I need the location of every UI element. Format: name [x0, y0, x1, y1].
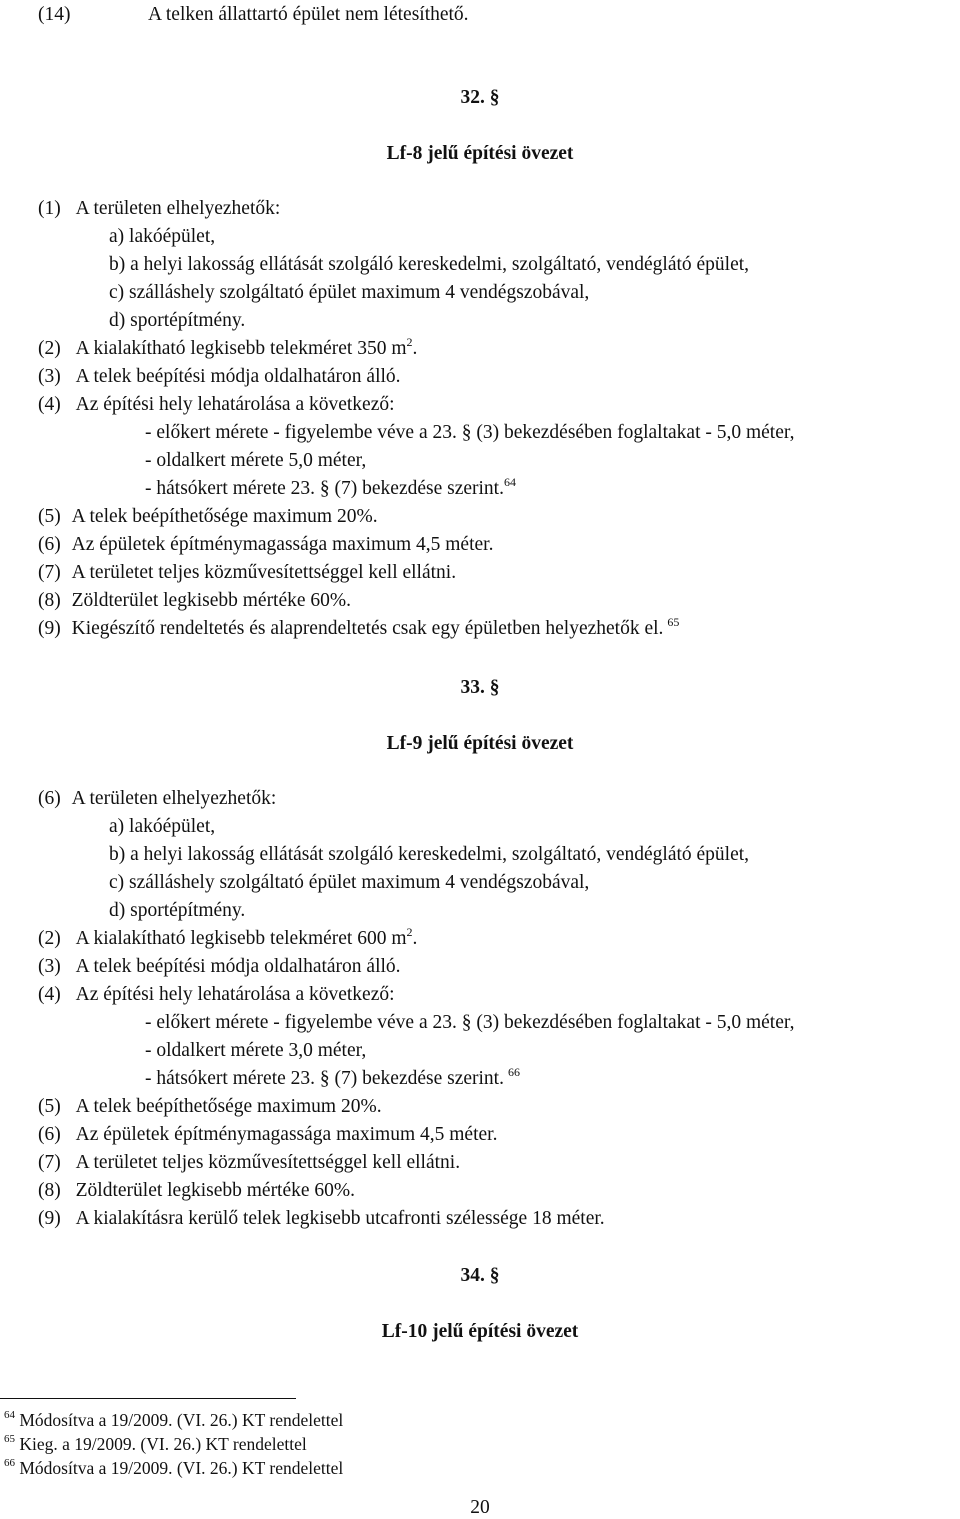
superscript: 2: [406, 334, 413, 349]
s32-paragraph-8: [38, 590, 351, 612]
paragraph-text: Zöldterület legkisebb mértéke 60%.: [75, 1180, 356, 1201]
s32-list-item-c: c) szálláshely szolgáltató épület maximum 4 vendégszobával,: [109, 282, 590, 303]
dash-item-text: - hátsókert mérete 23. § (7) bekezdése szerint.: [145, 1068, 504, 1089]
section-33-number: 33. §: [460, 677, 500, 698]
s32-paragraph-9: [38, 614, 680, 640]
paragraph-number: (5): [38, 1096, 61, 1117]
s33-list-item-b: b) a helyi lakosság ellátását szolgáló kereskedelmi, szolgáltató, vendéglátó épület,: [109, 844, 750, 865]
s32-dash-item-1: - előkert mérete - figyelembe véve a 23. § (3) bekezdésében foglaltakat - 5,0 méter,: [145, 422, 795, 443]
paragraph-text: Zöldterület legkisebb mértéke 60%.: [71, 590, 352, 611]
s33-paragraph-7: [38, 1152, 460, 1174]
footnote-number: 64: [4, 1409, 15, 1422]
paragraph-text: A kialakításra kerülő telek legkisebb utcafronti szélessége 18 méter.: [75, 1208, 605, 1229]
paragraph-text: A területet teljes közművesítettséggel kell ellátni.: [75, 1152, 461, 1173]
s33-paragraph-2: [38, 924, 418, 950]
s33-list-item-d: d) sportépítmény.: [109, 900, 246, 921]
s32-paragraph-3: [38, 366, 401, 388]
paragraph-text: Az építési hely lehatárolása a következő:: [75, 394, 395, 415]
paragraph-number: (8): [38, 1180, 61, 1201]
footnote-number: 65: [4, 1433, 15, 1446]
section-34-title: Lf-10 jelű építési övezet: [381, 1321, 579, 1342]
paragraph-end: .: [412, 338, 418, 359]
s33-paragraph-4: [38, 984, 395, 1006]
paragraph-end: .: [412, 928, 418, 949]
s33-paragraph-3: [38, 956, 401, 978]
dash-item-text: - hátsókert mérete 23. § (7) bekezdése szerint.: [145, 478, 504, 499]
paragraph-number: (6): [38, 788, 61, 809]
s32-dash-item-3: [145, 474, 516, 500]
s32-paragraph-4: [38, 394, 395, 416]
footnote-text: Módosítva a 19/2009. (VI. 26.) KT rendelettel: [19, 1410, 344, 1430]
s33-dash-item-1: - előkert mérete - figyelembe véve a 23. § (3) bekezdésében foglaltakat - 5,0 méter,: [145, 1012, 795, 1033]
paragraph-text: A területet teljes közművesítettséggel kell ellátni.: [71, 562, 457, 583]
paragraph-text: A kialakítható legkisebb telekméret 350 m: [75, 338, 407, 359]
s32-list-item-b: b) a helyi lakosság ellátását szolgáló kereskedelmi, szolgáltató, vendéglátó épület,: [109, 254, 750, 275]
s32-dash-item-2: - oldalkert mérete 5,0 méter,: [145, 450, 367, 471]
footnote-65: [4, 1433, 307, 1455]
paragraph-number: (7): [38, 1152, 61, 1173]
footnote-ref-64[interactable]: 64: [503, 474, 516, 489]
paragraph-number: (1): [38, 198, 61, 219]
paragraph-number: (3): [38, 366, 61, 387]
s33-paragraph-6: [38, 1124, 497, 1146]
s32-paragraph-7: [38, 562, 456, 584]
page-number: 20: [470, 1497, 490, 1518]
paragraph-text: A telek beépíthetősége maximum 20%.: [71, 506, 378, 527]
section-32-number: 32. §: [460, 87, 500, 108]
paragraph-text: A területen elhelyezhetők:: [75, 198, 281, 219]
paragraph-text: Az épületek építménymagassága maximum 4,5 méter.: [75, 1124, 498, 1145]
paragraph-number: (9): [38, 1208, 61, 1229]
paragraph-number: (3): [38, 956, 61, 977]
paragraph-text: A telek beépítési módja oldalhatáron álló.: [75, 956, 401, 977]
paragraph-number: (7): [38, 562, 61, 583]
s33-paragraph-9: [38, 1208, 605, 1230]
footnote-text: Módosítva a 19/2009. (VI. 26.) KT rendelettel: [19, 1458, 344, 1478]
paragraph-number: (6): [38, 1124, 61, 1145]
footnote-66: [4, 1457, 343, 1479]
paragraph-text: A telek beépíthetősége maximum 20%.: [75, 1096, 382, 1117]
section-34-number: 34. §: [460, 1265, 500, 1286]
paragraph-number: (5): [38, 506, 61, 527]
paragraph-number: (8): [38, 590, 61, 611]
footnote-number: 66: [4, 1457, 15, 1470]
section-33-title: Lf-9 jelű építési övezet: [386, 733, 574, 754]
footnote-text: Kieg. a 19/2009. (VI. 26.) KT rendelettel: [19, 1434, 307, 1454]
s33-dash-item-2: - oldalkert mérete 3,0 méter,: [145, 1040, 367, 1061]
s33-paragraph-1: [38, 788, 276, 810]
s32-paragraph-1: [38, 198, 280, 220]
s33-paragraph-8: [38, 1180, 355, 1202]
footnote-divider: [0, 1398, 296, 1399]
s32-paragraph-2: [38, 334, 418, 360]
paragraph-number: (2): [38, 338, 61, 359]
paragraph-number: (4): [38, 394, 61, 415]
paragraph-text: A telek beépítési módja oldalhatáron álló.: [75, 366, 401, 387]
footnote-ref-66[interactable]: 66: [507, 1064, 520, 1079]
paragraph-text: Kiegészítő rendeltetés és alaprendeltetés csak egy épületben helyezhetők el.: [71, 618, 664, 639]
paragraph-number: (4): [38, 984, 61, 1005]
s33-paragraph-5: [38, 1096, 382, 1118]
paragraph-number: (14): [38, 4, 71, 25]
s33-dash-item-3: [145, 1064, 520, 1090]
paragraph-text: A kialakítható legkisebb telekméret 600 m: [75, 928, 407, 949]
s32-paragraph-6: [38, 534, 493, 556]
s32-list-item-d: d) sportépítmény.: [109, 310, 246, 331]
paragraph-14: [38, 4, 469, 26]
paragraph-text: A területen elhelyezhetők:: [71, 788, 277, 809]
superscript: 2: [406, 924, 413, 939]
paragraph-text: Az építési hely lehatárolása a következő:: [75, 984, 395, 1005]
paragraph-number: (6): [38, 534, 61, 555]
s32-list-item-a: a) lakóépület,: [109, 226, 216, 247]
paragraph-text: A telken állattartó épület nem létesíthető.: [148, 4, 469, 25]
section-32-title: Lf-8 jelű építési övezet: [386, 143, 574, 164]
footnote-ref-65[interactable]: 65: [667, 614, 680, 629]
s33-list-item-a: a) lakóépület,: [109, 816, 216, 837]
paragraph-number: (9): [38, 618, 61, 639]
paragraph-number: (2): [38, 928, 61, 949]
footnote-64: [4, 1409, 343, 1431]
s32-paragraph-5: [38, 506, 378, 528]
paragraph-text: Az épületek építménymagassága maximum 4,5 méter.: [71, 534, 494, 555]
s33-list-item-c: c) szálláshely szolgáltató épület maximum 4 vendégszobával,: [109, 872, 590, 893]
